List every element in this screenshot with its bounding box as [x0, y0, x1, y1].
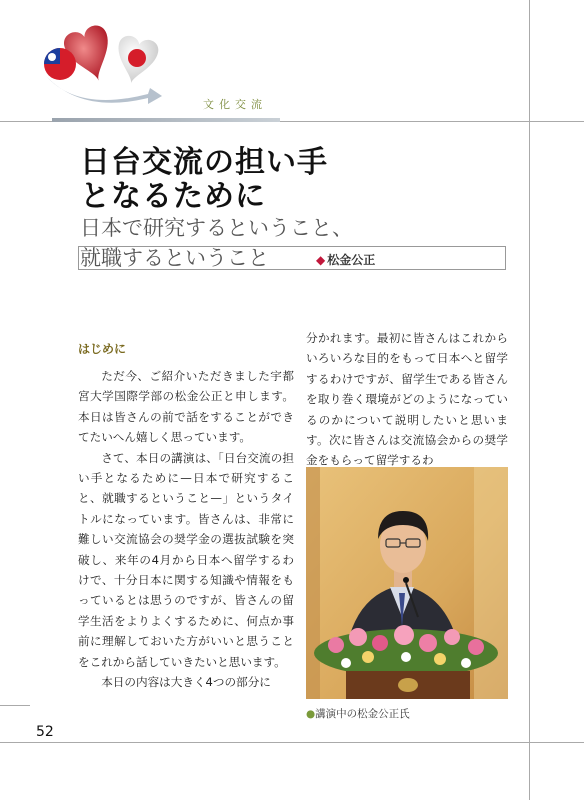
author-name: 松金公正	[327, 253, 376, 267]
photo-caption	[306, 706, 410, 721]
paragraph: さて、本日の講演は、「日台交流の担い手となるために—日本で研究すること、就職するということ—」というタイトルになっています。皆さんは、非常に難しい交流協会の奨学金の選抜試験を突破し、来年の4月から日本へ留学するわけで、十分日本に関する知識や情報をもっているとは思うのですが、皆さんの留学生活をよりよくするために、何点か事前に理解しておいた方がいいと思うことをこれから話していきたいと思います。	[78, 450, 294, 669]
section-subheading: はじめに	[78, 342, 127, 356]
page-number: 52	[36, 724, 54, 740]
crop-mark-right	[529, 0, 530, 800]
article-subtitle-line-1: 日本で研究するということ、	[80, 216, 353, 240]
title-line-1: 日台交流の担い手	[80, 145, 328, 180]
diamond-icon: ◆	[316, 253, 326, 267]
caption-text: 講演中の松金公正氏	[315, 708, 410, 720]
title-line-2: となるために	[80, 179, 266, 214]
author-byline	[316, 251, 375, 268]
article-title	[80, 146, 328, 214]
paragraph: ただ今、ご紹介いただきました宇都宮大学国際学部の松金公正と申します。本日は皆さんの前で話をすることができてたいへん嬉しく思っています。	[78, 369, 294, 445]
crop-mark-bottom	[0, 742, 584, 743]
speaker-photo	[306, 467, 508, 699]
section-rule	[52, 118, 280, 122]
taiwan-japan-hearts-logo	[38, 14, 168, 110]
paragraph: 本日の内容は大きく4つの部分に	[101, 675, 271, 690]
article-column-right	[306, 328, 508, 471]
paragraph: 分かれます。最初に皆さんはこれからいろいろな目的をもって日本へと留学するわけですが、留学生である皆さんを取り巻く環境がどのようになっているのかについて説明したいと思います。次に皆さんは交流協会からの奨学金をもらって留学するわ	[306, 331, 508, 468]
section-label: 文化交流	[203, 98, 267, 111]
article-subtitle-line-2: 就職するということ	[80, 246, 269, 270]
article-column-left	[78, 366, 294, 693]
bullet-icon: ●	[306, 708, 316, 720]
crop-mark-left-short	[0, 705, 30, 706]
